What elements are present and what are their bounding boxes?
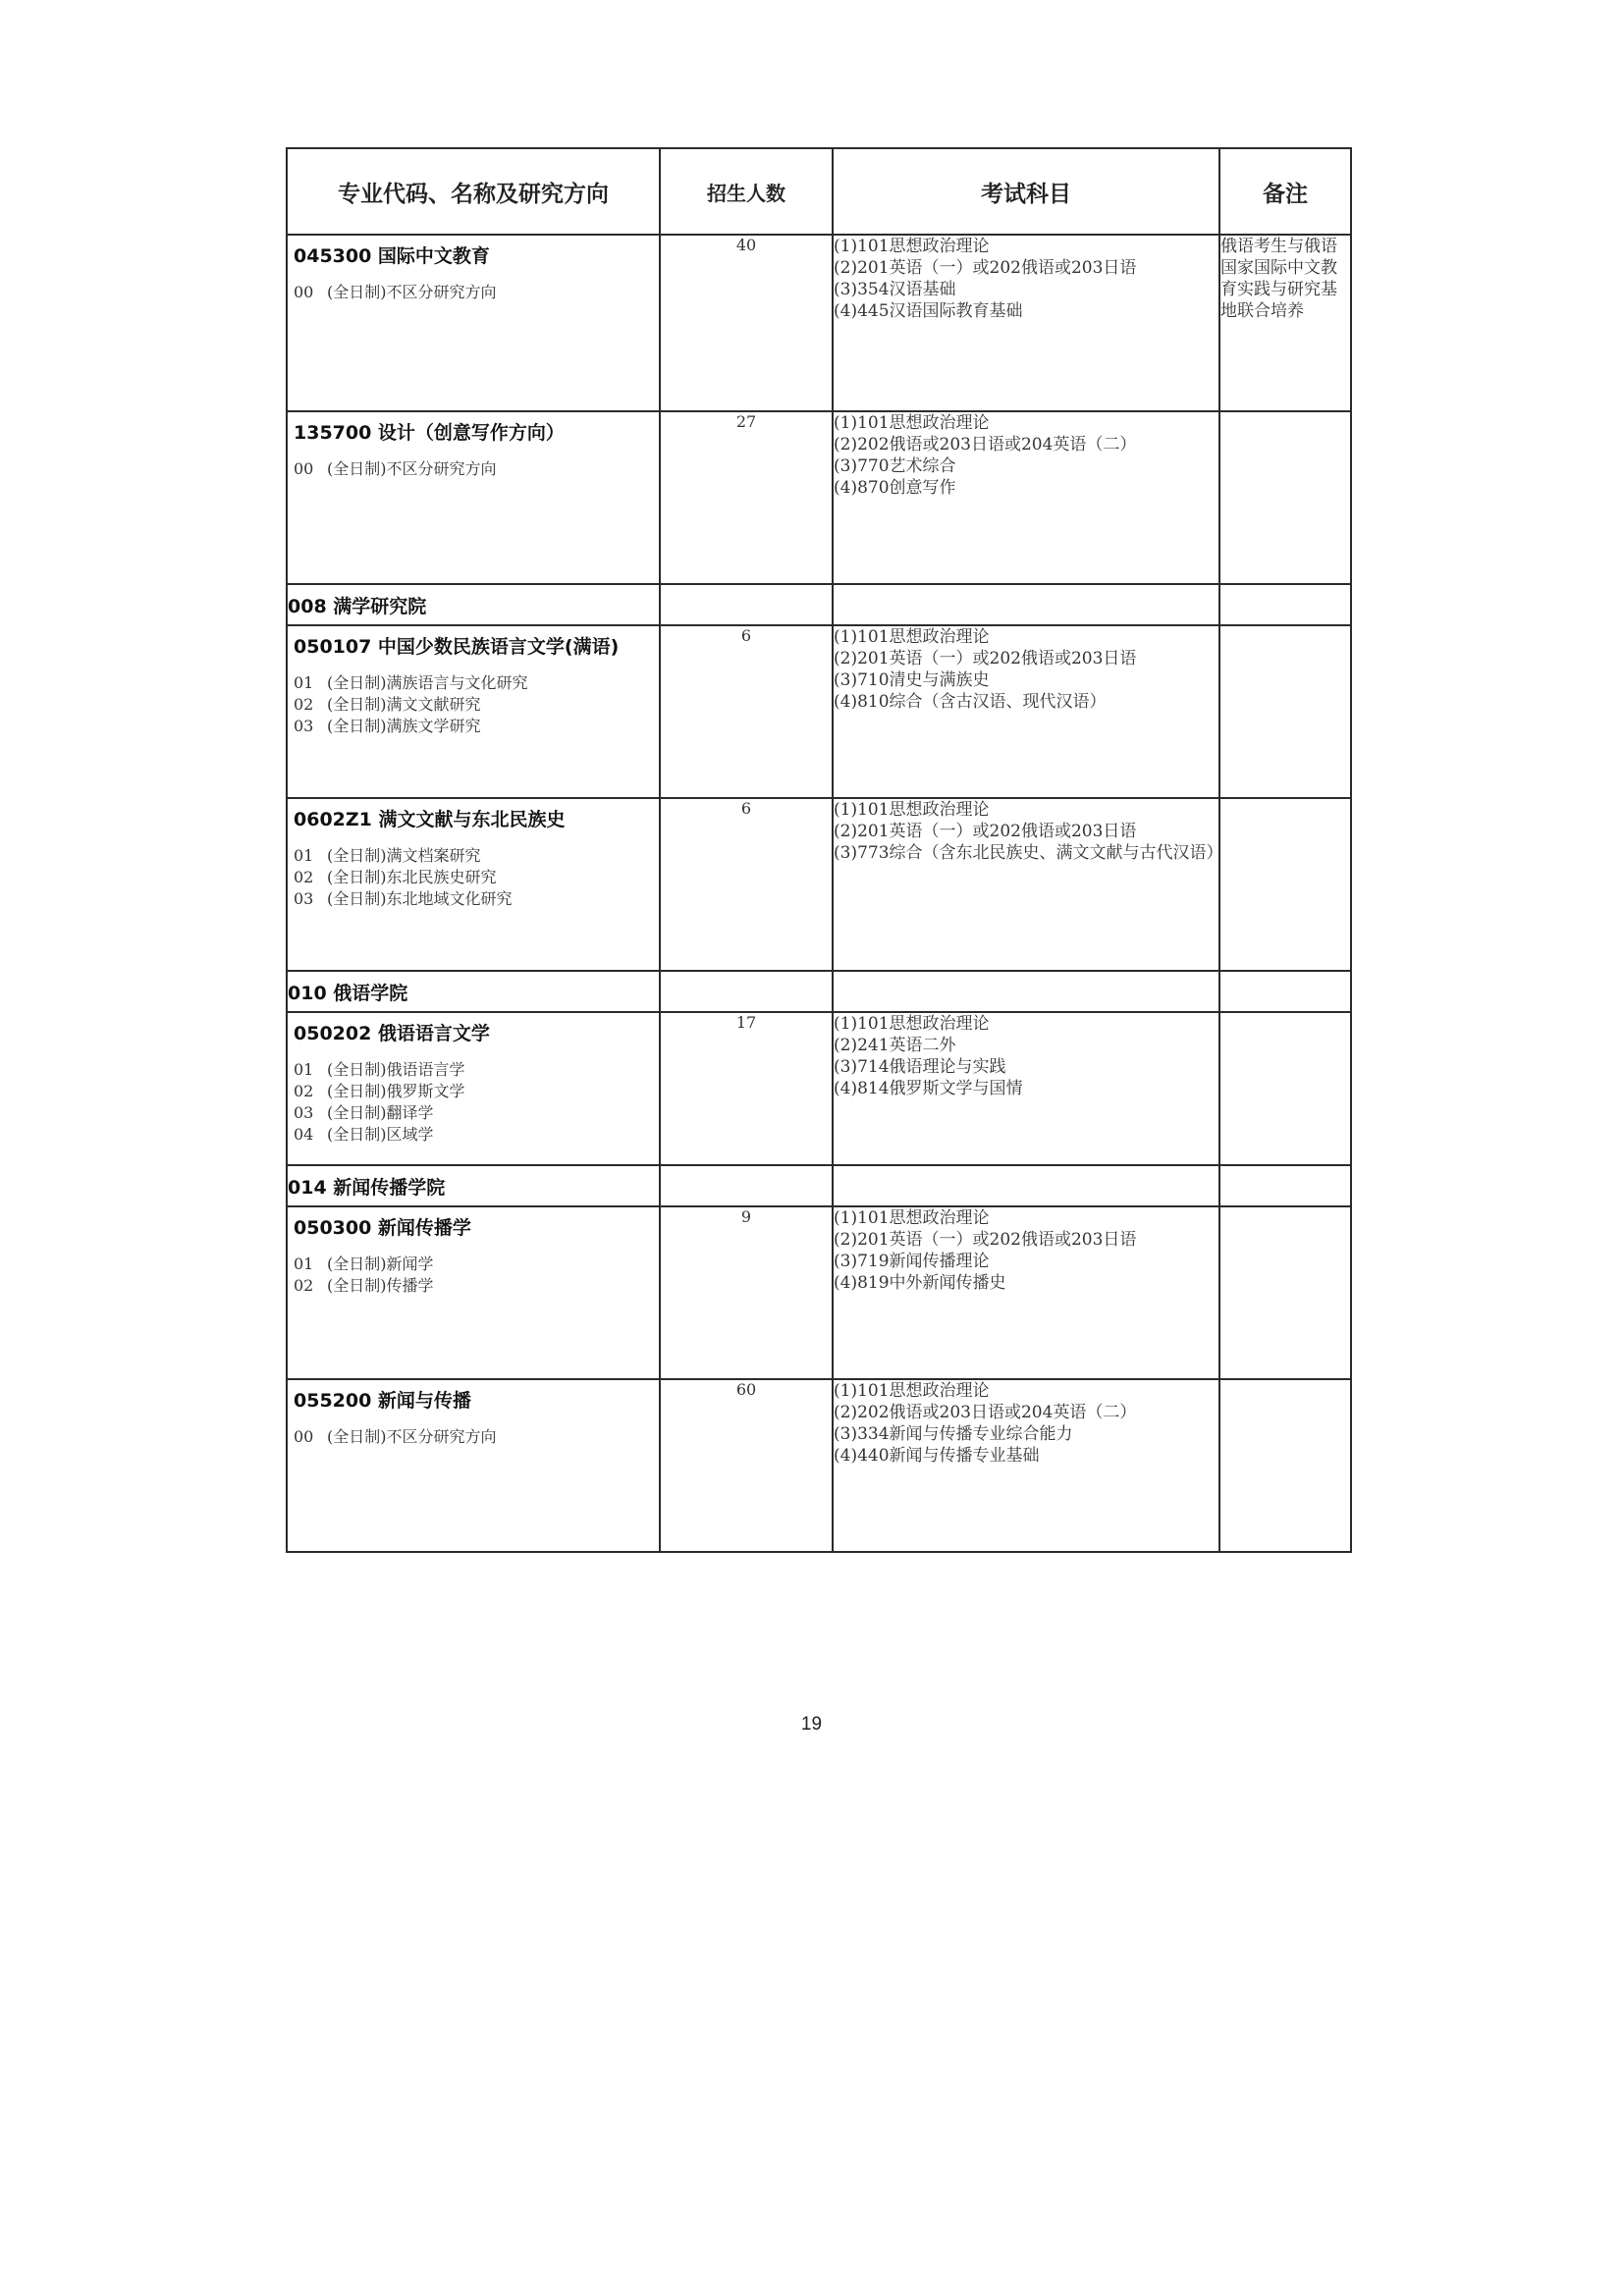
direction-item <box>294 1102 659 1124</box>
direction-list <box>294 282 659 303</box>
exam-subject: (4)819中外新闻传播史 <box>834 1273 1006 1293</box>
direction-item <box>294 458 659 480</box>
exam-subject: (4)814俄罗斯文学与国情 <box>834 1079 1023 1098</box>
direction-list <box>294 1426 659 1448</box>
exam-subjects <box>833 798 1223 971</box>
direction-item <box>294 672 659 694</box>
direction-item <box>294 1081 659 1102</box>
exam-subject: (2)201英语（一）或202俄语或203日语 <box>834 822 1137 841</box>
empty-cell <box>660 1165 833 1206</box>
empty-cell <box>660 971 833 1012</box>
major-title: 135700 设计（创意写作方向） <box>294 422 565 444</box>
exam-subject: (2)202俄语或203日语或204英语（二） <box>834 1403 1137 1422</box>
college-row <box>287 971 1351 1012</box>
exam-subject: (4)440新闻与传播专业基础 <box>834 1446 1040 1466</box>
direction-item <box>294 1124 659 1146</box>
enrollment-count: 40 <box>660 235 833 411</box>
exam-subjects <box>833 1379 1219 1552</box>
major-title: 050107 中国少数民族语言文学(满语) <box>294 636 620 658</box>
college-row <box>287 584 1351 625</box>
empty-cell <box>1219 584 1351 625</box>
table-row <box>287 1206 1351 1379</box>
direction-list <box>294 672 659 737</box>
direction-item <box>294 282 659 303</box>
direction-code: 00 <box>294 459 314 478</box>
direction-code: 02 <box>294 695 314 714</box>
table-row <box>287 625 1351 798</box>
major-title: 045300 国际中文教育 <box>294 245 490 267</box>
header-count: 招生人数 <box>660 148 833 235</box>
header-subjects: 考试科目 <box>833 148 1219 235</box>
notes-cell <box>1219 798 1351 971</box>
exam-subject: (4)870创意写作 <box>834 478 956 498</box>
major-cell <box>287 1379 660 1552</box>
direction-text: (全日制)东北地域文化研究 <box>327 889 513 908</box>
exam-subjects <box>833 235 1219 411</box>
exam-subject: (1)101思想政治理论 <box>834 627 990 647</box>
direction-item <box>294 845 659 867</box>
direction-list <box>294 845 659 910</box>
direction-code: 04 <box>294 1125 314 1144</box>
direction-item <box>294 1275 659 1297</box>
major-cell <box>287 625 660 798</box>
direction-code: 01 <box>294 846 314 865</box>
direction-text: (全日制)传播学 <box>327 1276 434 1295</box>
exam-subject: (1)101思想政治理论 <box>834 1208 990 1228</box>
exam-subjects <box>833 411 1219 584</box>
college-row <box>287 1165 1351 1206</box>
notes-cell <box>1219 1379 1351 1552</box>
enrollment-count: 6 <box>660 798 833 971</box>
direction-code: 01 <box>294 1255 314 1273</box>
exam-subject: (1)101思想政治理论 <box>834 1014 990 1034</box>
empty-cell <box>833 971 1219 1012</box>
exam-subject: (2)201英语（一）或202俄语或203日语 <box>834 649 1137 668</box>
direction-text: (全日制)不区分研究方向 <box>327 283 497 301</box>
exam-subject: (2)202俄语或203日语或204英语（二） <box>834 435 1137 454</box>
direction-text: (全日制)俄罗斯文学 <box>327 1082 465 1100</box>
direction-list <box>294 1254 659 1297</box>
direction-item <box>294 867 659 888</box>
exam-subject: (3)714俄语理论与实践 <box>834 1057 1006 1077</box>
exam-subject: (1)101思想政治理论 <box>834 237 990 256</box>
header-major: 专业代码、名称及研究方向 <box>287 148 660 235</box>
direction-text: (全日制)东北民族史研究 <box>327 868 497 886</box>
exam-subject: (3)719新闻传播理论 <box>834 1252 990 1271</box>
major-cell <box>287 411 660 584</box>
table-row <box>287 411 1351 584</box>
major-title: 055200 新闻与传播 <box>294 1390 471 1412</box>
direction-item <box>294 716 659 737</box>
exam-subject: (3)334新闻与传播专业综合能力 <box>834 1424 1073 1444</box>
direction-code: 03 <box>294 1103 314 1122</box>
direction-code: 02 <box>294 1276 314 1295</box>
enrollment-count: 9 <box>660 1206 833 1379</box>
direction-text: (全日制)俄语语言学 <box>327 1060 465 1079</box>
table-row <box>287 1012 1351 1165</box>
exam-subjects <box>833 625 1219 798</box>
notes-cell: 俄语考生与俄语国家国际中文教育实践与研究基地联合培养 <box>1219 235 1351 411</box>
exam-subject: (2)241英语二外 <box>834 1036 956 1055</box>
enrollment-count: 60 <box>660 1379 833 1552</box>
direction-text: (全日制)不区分研究方向 <box>327 1427 497 1446</box>
table-row <box>287 798 1351 971</box>
exam-subject: (1)101思想政治理论 <box>834 413 990 433</box>
table-row <box>287 235 1351 411</box>
empty-cell <box>1219 971 1351 1012</box>
direction-item <box>294 888 659 910</box>
exam-subject: (3)773综合（含东北民族史、满文文献与古代汉语） <box>834 843 1223 863</box>
direction-text: (全日制)新闻学 <box>327 1255 434 1273</box>
exam-subjects <box>833 1012 1219 1165</box>
header-notes: 备注 <box>1219 148 1351 235</box>
direction-code: 01 <box>294 1060 314 1079</box>
college-name: 010 俄语学院 <box>287 971 660 1012</box>
direction-item <box>294 694 659 716</box>
direction-code: 03 <box>294 717 314 735</box>
direction-text: (全日制)满族语言与文化研究 <box>327 673 528 692</box>
direction-code: 02 <box>294 1082 314 1100</box>
enrollment-count: 27 <box>660 411 833 584</box>
admissions-catalog-table <box>286 147 1352 1553</box>
empty-cell <box>833 584 1219 625</box>
direction-code: 00 <box>294 1427 314 1446</box>
exam-subject: (4)810综合（含古汉语、现代汉语） <box>834 692 1107 712</box>
direction-code: 00 <box>294 283 314 301</box>
exam-subject: (3)354汉语基础 <box>834 280 956 299</box>
table-row <box>287 1379 1351 1552</box>
exam-subject: (2)201英语（一）或202俄语或203日语 <box>834 1230 1137 1250</box>
direction-item <box>294 1426 659 1448</box>
exam-subject: (3)770艺术综合 <box>834 456 956 476</box>
empty-cell <box>833 1165 1219 1206</box>
direction-code: 03 <box>294 889 314 908</box>
direction-text: (全日制)不区分研究方向 <box>327 459 497 478</box>
major-title: 050202 俄语语言文学 <box>294 1023 490 1044</box>
notes-cell <box>1219 625 1351 798</box>
notes-cell <box>1219 411 1351 584</box>
exam-subject: (3)710清史与满族史 <box>834 670 990 690</box>
major-cell <box>287 798 660 971</box>
exam-subject: (2)201英语（一）或202俄语或203日语 <box>834 258 1137 278</box>
direction-item <box>294 1254 659 1275</box>
empty-cell <box>660 584 833 625</box>
enrollment-count: 17 <box>660 1012 833 1165</box>
empty-cell <box>1219 1165 1351 1206</box>
exam-subject: (1)101思想政治理论 <box>834 1381 990 1401</box>
page-number: 19 <box>800 1714 823 1735</box>
major-title: 0602Z1 满文文献与东北民族史 <box>294 809 566 830</box>
exam-subject: (1)101思想政治理论 <box>834 800 990 820</box>
major-cell <box>287 235 660 411</box>
major-title: 050300 新闻传播学 <box>294 1217 471 1239</box>
college-name: 014 新闻传播学院 <box>287 1165 660 1206</box>
enrollment-count: 6 <box>660 625 833 798</box>
direction-code: 02 <box>294 868 314 886</box>
notes-cell <box>1219 1012 1351 1165</box>
direction-text: (全日制)满文档案研究 <box>327 846 481 865</box>
direction-item <box>294 1059 659 1081</box>
direction-text: (全日制)满文文献研究 <box>327 695 481 714</box>
major-cell <box>287 1206 660 1379</box>
exam-subjects <box>833 1206 1219 1379</box>
notes-cell <box>1219 1206 1351 1379</box>
college-name: 008 满学研究院 <box>287 584 660 625</box>
major-cell <box>287 1012 660 1165</box>
direction-text: (全日制)满族文学研究 <box>327 717 481 735</box>
direction-text: (全日制)区域学 <box>327 1125 434 1144</box>
exam-subject: (4)445汉语国际教育基础 <box>834 301 1023 321</box>
direction-text: (全日制)翻译学 <box>327 1103 434 1122</box>
table-header-row <box>287 148 1351 235</box>
direction-code: 01 <box>294 673 314 692</box>
direction-list <box>294 458 659 480</box>
direction-list <box>294 1059 659 1146</box>
